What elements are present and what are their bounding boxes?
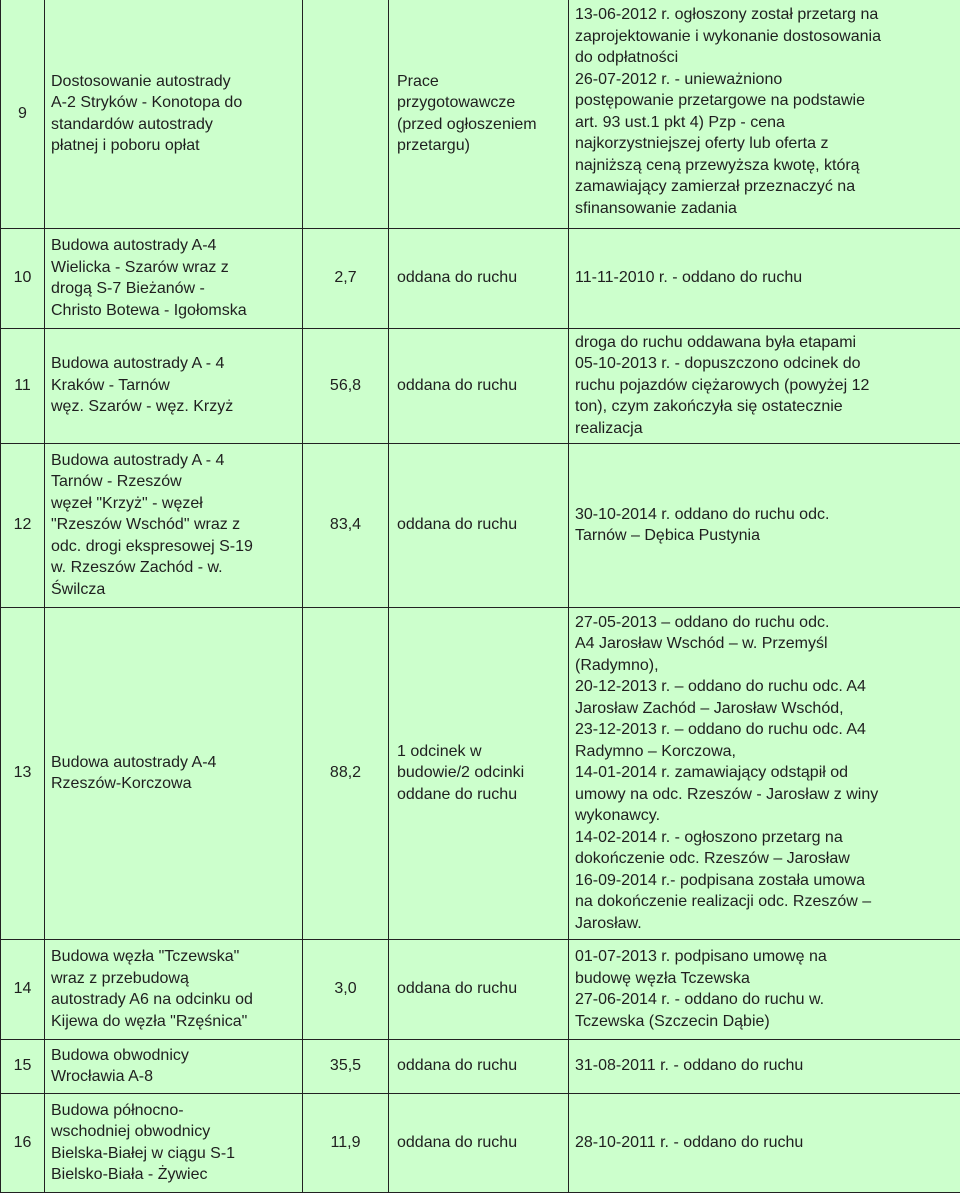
project-name-line: wraz z przebudową [51,968,298,990]
project-name [45,607,303,939]
row-number: 11 [1,328,45,443]
status [389,1039,569,1093]
project-name [45,228,303,328]
project-name [45,443,303,607]
project-name-line: Dostosowanie autostrady [51,71,298,93]
status [389,1093,569,1192]
status-line: oddana do ruchu [397,978,564,1000]
project-name-line: płatnej i poboru opłat [51,135,298,157]
project-name-line: standardów autostrady [51,114,298,136]
notes-line: Jarosław Zachód – Jarosław Wschód, [575,698,954,720]
row-number: 9 [1,0,45,228]
status-line: oddana do ruchu [397,514,564,536]
status-line: 1 odcinek w [397,741,564,763]
notes-line: droga do ruchu oddawana była etapami [575,332,954,354]
row-number: 15 [1,1039,45,1093]
length-km: 11,9 [303,1093,389,1192]
notes-line: 28-10-2011 r. - oddano do ruchu [575,1132,954,1154]
project-name [45,939,303,1039]
notes [569,939,960,1039]
project-name-line: Budowa autostrady A-4 [51,235,298,257]
notes-line: 16-09-2014 r.- podpisana została umowa [575,870,954,892]
status-line: Prace [397,71,564,93]
notes-line: na dokończenie realizacji odc. Rzeszów – [575,891,954,913]
project-name-line: Budowa obwodnicy [51,1045,298,1067]
project-name-line: Bielska-Białej w ciągu S-1 [51,1143,298,1165]
row-number: 12 [1,443,45,607]
status [389,0,569,228]
notes-line: najniższą ceną przewyższa kwotę, którą [575,155,954,177]
project-name [45,0,303,228]
project-name-line: Budowa węzła "Tczewska" [51,946,298,968]
table-row [1,1039,960,1093]
project-name-line: Kijewa do węzła "Rzęśnica" [51,1011,298,1033]
project-name-line: Wrocławia A-8 [51,1066,298,1088]
notes-line: umowy na odc. Rzeszów - Jarosław z winy [575,784,954,806]
table-row [1,939,960,1039]
length-km: 83,4 [303,443,389,607]
notes-line: 23-12-2013 r. – oddano do ruchu odc. A4 [575,719,954,741]
row-number: 14 [1,939,45,1039]
project-name-line: węzeł "Krzyż" - węzeł [51,493,298,515]
project-name-line: Kraków - Tarnów [51,375,298,397]
notes-line: 05-10-2013 r. - dopuszczono odcinek do [575,353,954,375]
notes [569,1093,960,1192]
project-name [45,328,303,443]
notes-line: 13-06-2012 r. ogłoszony został przetarg na [575,4,954,26]
notes-line: sfinansowanie zadania [575,198,954,220]
notes-line: Tczewska (Szczecin Dąbie) [575,1011,954,1033]
table-body [1,0,960,1192]
project-name-line: Bielsko-Biała - Żywiec [51,1164,298,1186]
table-row [1,607,960,939]
notes-line: 27-05-2013 – oddano do ruchu odc. [575,612,954,634]
table-row [1,443,960,607]
project-name-line: węz. Szarów - węz. Krzyż [51,396,298,418]
notes-line: zamawiający zamierzał przeznaczyć na [575,176,954,198]
notes-line: ton), czym zakończyła się ostatecznie [575,396,954,418]
project-name-line: Budowa autostrady A - 4 [51,353,298,375]
table-row [1,1093,960,1192]
notes-line: ruchu pojazdów ciężarowych (powyżej 12 [575,375,954,397]
notes-line: 14-01-2014 r. zamawiający odstąpił od [575,762,954,784]
project-name-line: Tarnów - Rzeszów [51,471,298,493]
notes-line: 11-11-2010 r. - oddano do ruchu [575,267,954,289]
notes-line: postępowanie przetargowe na podstawie [575,90,954,112]
status-line: (przed ogłoszeniem [397,114,564,136]
notes-line: A4 Jarosław Wschód – w. Przemyśl [575,633,954,655]
status-line: oddana do ruchu [397,267,564,289]
length-km: 35,5 [303,1039,389,1093]
notes-line: 31-08-2011 r. - oddano do ruchu [575,1055,954,1077]
status [389,607,569,939]
notes-line: dokończenie odc. Rzeszów – Jarosław [575,848,954,870]
notes-line: 20-12-2013 r. – oddano do ruchu odc. A4 [575,676,954,698]
notes-line: zaprojektowanie i wykonanie dostosowania [575,26,954,48]
notes-line: 26-07-2012 r. - unieważniono [575,69,954,91]
notes-line: 14-02-2014 r. - ogłoszono przetarg na [575,827,954,849]
project-name-line: Budowa autostrady A - 4 [51,450,298,472]
length-km: 3,0 [303,939,389,1039]
project-name-line: drogą S-7 Bieżanów - [51,278,298,300]
notes-line: Jarosław. [575,913,954,935]
project-name-line: A-2 Stryków - Konotopa do [51,92,298,114]
project-name-line: wschodniej obwodnicy [51,1121,298,1143]
notes-line: budowę węzła Tczewska [575,968,954,990]
status-line: oddane do ruchu [397,784,564,806]
notes [569,0,960,228]
project-name-line: Świlcza [51,579,298,601]
notes-line: wykonawcy. [575,805,954,827]
project-name [45,1093,303,1192]
table-row [1,228,960,328]
notes [569,1039,960,1093]
notes-line: 30-10-2014 r. oddano do ruchu odc. [575,504,954,526]
notes-line: 01-07-2013 r. podpisano umowę na [575,946,954,968]
status [389,939,569,1039]
notes-line: realizacja [575,418,954,440]
notes [569,328,960,443]
status [389,443,569,607]
project-name [45,1039,303,1093]
row-number: 16 [1,1093,45,1192]
project-name-line: Rzeszów-Korczowa [51,773,298,795]
table-row [1,0,960,228]
length-km: 2,7 [303,228,389,328]
status-line: oddana do ruchu [397,1132,564,1154]
row-number: 10 [1,228,45,328]
status [389,328,569,443]
table-row [1,328,960,443]
project-name-line: Christo Botewa - Igołomska [51,300,298,322]
project-name-line: odc. drogi ekspresowej S-19 [51,536,298,558]
notes [569,607,960,939]
notes-line: (Radymno), [575,655,954,677]
project-name-line: Budowa autostrady A-4 [51,752,298,774]
status-line: przetargu) [397,135,564,157]
row-number: 13 [1,607,45,939]
status-line: budowie/2 odcinki [397,762,564,784]
status-line: przygotowawcze [397,92,564,114]
notes-line: Radymno – Korczowa, [575,741,954,763]
notes-line: do odpłatności [575,47,954,69]
length-km: 88,2 [303,607,389,939]
notes [569,228,960,328]
notes [569,443,960,607]
notes-line: najkorzystniejszej oferty lub oferta z [575,133,954,155]
project-name-line: Budowa północno- [51,1100,298,1122]
notes-line: art. 93 ust.1 pkt 4) Pzp - cena [575,112,954,134]
notes-line: 27-06-2014 r. - oddano do ruchu w. [575,989,954,1011]
notes-line: Tarnów – Dębica Pustynia [575,525,954,547]
length-km: 56,8 [303,328,389,443]
status-line: oddana do ruchu [397,375,564,397]
project-name-line: "Rzeszów Wschód" wraz z [51,514,298,536]
project-name-line: w. Rzeszów Zachód - w. [51,557,298,579]
length-km [303,0,389,228]
project-name-line: autostrady A6 na odcinku od [51,989,298,1011]
status [389,228,569,328]
project-name-line: Wielicka - Szarów wraz z [51,257,298,279]
status-line: oddana do ruchu [397,1055,564,1077]
